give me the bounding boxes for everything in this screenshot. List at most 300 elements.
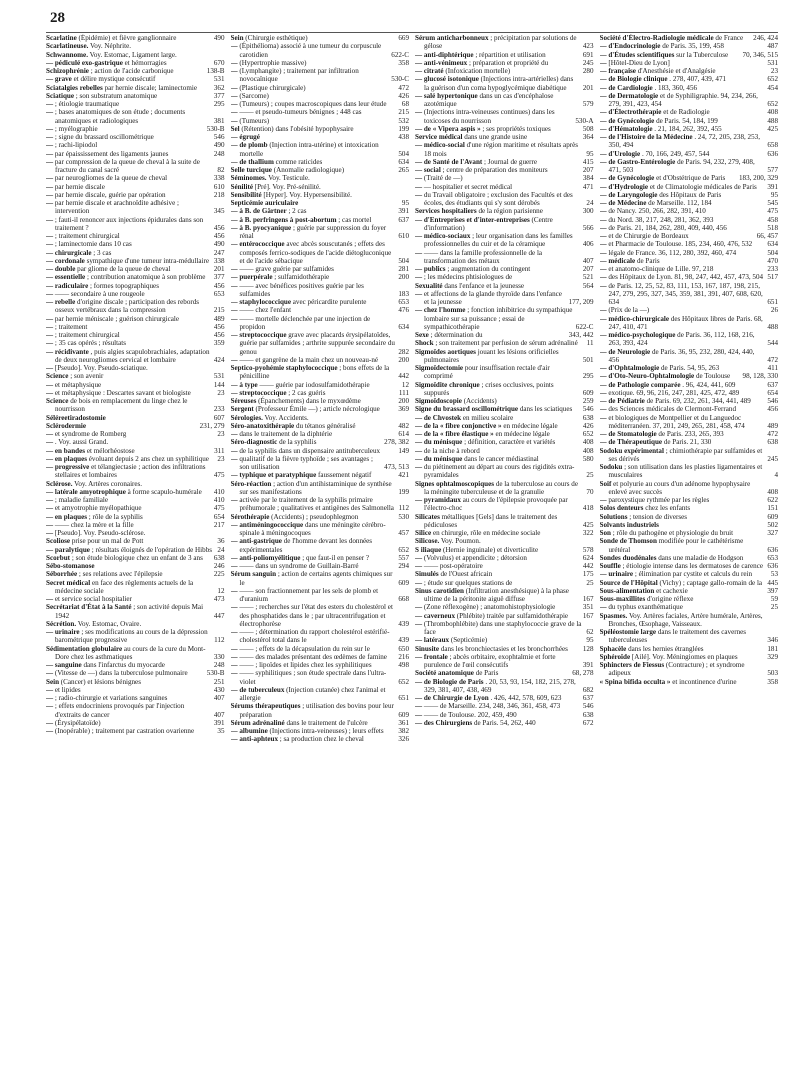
entry-headword: Sodoku <box>599 463 623 471</box>
index-entry <box>46 455 225 463</box>
entry-headword: — entérococcique <box>230 240 285 249</box>
entry-text <box>415 422 580 430</box>
entry-page-ref: 456 <box>213 223 225 232</box>
index-entry <box>600 348 779 365</box>
entry-description: ; crises occlusives, points suppurés <box>424 380 554 397</box>
entry-page-ref: 23 <box>217 388 225 397</box>
entry-page-ref: 609 <box>582 388 594 397</box>
entry-description: en médecine légale <box>495 430 550 438</box>
entry-headword: — typhique et paratyphique <box>230 471 317 480</box>
entry-text <box>46 315 211 323</box>
entry-text <box>415 554 580 562</box>
entry-text <box>46 59 211 67</box>
index-entry <box>231 727 410 735</box>
index-entry <box>231 298 410 306</box>
entry-description: (Prix de la —) <box>608 306 650 315</box>
entry-description: de Paris <box>475 669 499 678</box>
entry-headword: — essentielle <box>46 273 86 282</box>
entry-text <box>46 438 222 446</box>
entry-description: prise pour un mal de Pott <box>71 537 144 546</box>
entry-headword: Sérums thérapeutiques <box>230 702 301 711</box>
entry-headword: — de Chvostek <box>415 413 462 422</box>
entry-page-ref: 653 <box>213 289 225 298</box>
entry-text <box>46 240 211 248</box>
index-entry <box>415 669 594 677</box>
index-entry <box>600 108 779 116</box>
entry-headword: Solvants industriels <box>599 520 659 529</box>
entry-text <box>415 529 580 537</box>
entry-description: avec péricardite purulente <box>292 298 367 306</box>
entry-page-ref: 457 <box>398 529 409 537</box>
entry-page-ref: 503 <box>767 669 778 678</box>
entry-text <box>231 191 407 199</box>
entry-page-ref: 4 <box>774 471 778 480</box>
entry-headword: Séro-diagnostic <box>230 438 278 447</box>
entry-page-ref: 652 <box>582 430 594 438</box>
entry-text <box>415 587 580 604</box>
entry-headword: Séminomes. <box>230 174 267 183</box>
index-entry <box>46 702 225 719</box>
entry-description: d'origine discale ; participation des rebords osseux vertébraux dans la compression <box>55 298 200 315</box>
entry-text <box>600 529 765 537</box>
entry-headword: Silicates <box>415 512 440 521</box>
entry-description: (Injections intra-veineuses) ; leurs effets <box>269 727 384 735</box>
entry-text <box>415 232 580 249</box>
entry-headword: — <box>46 314 54 323</box>
entry-page-ref: 653 <box>398 298 409 306</box>
index-entry <box>415 331 594 339</box>
entry-text <box>600 653 765 661</box>
entry-headword: Souffle <box>599 562 621 570</box>
entry-text <box>415 546 580 554</box>
entry-text <box>600 117 765 125</box>
index-entry <box>415 141 594 158</box>
entry-text <box>46 537 214 545</box>
index-entry <box>600 496 779 504</box>
entry-description: de la niche à rebord <box>423 446 480 455</box>
index-entry <box>600 645 779 653</box>
entry-description: —— des malades présentant des œdèmes de famine <box>239 652 387 661</box>
entry-text <box>600 265 765 273</box>
entry-headword: « Spina bifida occulta » <box>599 677 671 686</box>
entry-description: (Cancer) et lésions bénignes <box>60 677 141 686</box>
entry-text <box>600 59 765 67</box>
entry-description: et télangiectasie ; action des infiltrations stellaires et lombaires <box>55 463 206 480</box>
entry-description: de Nancy. 250, 266, 282, 391, 410 <box>608 207 706 216</box>
index-entry <box>415 537 594 545</box>
entry-page-ref: 359 <box>213 339 225 348</box>
entry-page-ref: 487 <box>767 42 778 51</box>
index-entry <box>600 430 779 438</box>
entry-description: (Sarcome) <box>239 91 269 100</box>
entry-text <box>415 339 584 347</box>
entry-text <box>415 282 580 290</box>
entry-text <box>46 678 211 686</box>
entry-text <box>600 191 768 199</box>
entry-headword: — <box>46 438 54 447</box>
entry-text <box>415 348 580 365</box>
entry-description: de Marseille. 112, 184 <box>648 199 712 207</box>
entry-description: (Contracture) ; et syndrome adipeux <box>608 661 745 678</box>
index-entry <box>46 628 225 645</box>
entry-description: du Nord. 38, 217, 248, 281, 362, 393 <box>608 215 714 224</box>
entry-headword: Sigmoïdoscopie <box>415 397 462 405</box>
entry-page-ref: 622-C <box>575 322 594 331</box>
entry-text <box>600 125 765 133</box>
entry-text <box>231 125 396 133</box>
entry-text <box>231 628 396 645</box>
index-entry <box>231 397 410 405</box>
entry-page-ref: 95 <box>770 190 778 199</box>
entry-text <box>46 727 214 735</box>
index-entry <box>46 513 225 521</box>
entry-headword: — de « Vipera aspis » <box>415 124 481 133</box>
entry-page-ref: 343, 442 <box>568 331 594 339</box>
entry-page-ref: 672 <box>582 718 594 727</box>
entry-headword: — chirurgicale <box>46 248 92 257</box>
entry-text <box>600 67 768 75</box>
entry-headword: Sénilité <box>230 182 253 191</box>
entry-description: par épaississement des ligaments jaunes <box>54 149 169 158</box>
entry-description: ; effets endocriniens provoqués par l'injection d'extraits de cancer <box>54 702 185 719</box>
entry-headword: — <box>46 108 54 117</box>
entry-headword: Sodoku expérimental <box>599 446 664 455</box>
entry-headword: — <box>599 240 607 249</box>
index-entry <box>600 158 779 175</box>
index-entry <box>415 108 594 125</box>
entry-description: de l'Ouest africain <box>440 570 493 579</box>
entry-description: (Thrombophlébite) dans une staphylococcie grave de la face <box>423 619 582 636</box>
entry-description: ; centre de préparation des moniteurs <box>442 166 548 174</box>
entry-description: —— ; détermination du rapport cholestérol estérifié-cholestérol total dans le <box>239 628 390 645</box>
entry-text <box>231 661 396 669</box>
entry-headword: Société anatomique <box>415 669 474 678</box>
index-entry <box>231 480 410 497</box>
entry-text <box>415 125 580 133</box>
entry-page-ref: 24 <box>217 545 225 554</box>
entry-headword: — d'Hydrologie <box>599 182 649 191</box>
entry-text <box>231 298 396 306</box>
entry-text <box>231 141 396 158</box>
entry-text <box>46 694 211 702</box>
entry-text <box>415 463 583 480</box>
entry-page-ref: 447 <box>213 611 225 620</box>
entry-description: et de Chirurgie de Bordeaux <box>608 232 689 240</box>
index-entry <box>231 513 410 521</box>
entry-text <box>600 34 751 42</box>
index-entry <box>46 414 225 422</box>
entry-headword: — <box>230 265 238 273</box>
entry-page-ref: 282 <box>398 347 409 356</box>
index-entry <box>415 612 594 620</box>
entry-headword: — <box>46 182 54 191</box>
entry-headword: — <box>230 83 238 92</box>
entry-description: (Injections intra-veineuses continues) dans les toxicoses du nourrisson <box>423 108 555 125</box>
entry-page-ref: 489 <box>213 314 225 323</box>
entry-description: ; fonction inhibitrice du sympathique lombaire sur sa puissance ; essai de sympathicothérapie <box>424 306 573 331</box>
entry-headword: Septico-pyohémie staphylococcique <box>230 364 338 372</box>
entry-description: et hémorragies <box>124 58 167 67</box>
entry-page-ref: 362 <box>213 83 225 92</box>
entry-text <box>46 92 211 100</box>
entry-headword: — <box>46 289 54 298</box>
entry-text <box>231 537 396 554</box>
entry-description: Voy. Estomac, Ovaire. <box>77 619 142 628</box>
entry-description: à forme scapulo-humérale <box>127 487 202 496</box>
entry-page-ref: 408 <box>767 108 778 117</box>
entry-description: ; contribution anatomique à son problème <box>86 273 206 282</box>
entry-headword: — <box>230 430 238 438</box>
entry-text <box>231 42 389 59</box>
index-entry <box>415 455 594 463</box>
entry-headword: — <box>599 248 607 257</box>
entry-headword: Sinusite <box>415 644 440 653</box>
entry-text <box>46 546 214 554</box>
entry-text <box>231 331 396 356</box>
index-entry <box>600 75 779 83</box>
entry-page-ref: 361 <box>398 718 409 727</box>
entry-description: [Pseudo]. Voy. Pseudo-sclérose. <box>54 529 146 537</box>
index-entry <box>231 240 410 265</box>
entry-headword: — <box>599 215 607 224</box>
entry-description: . Voy. aussi Grand. <box>54 438 109 447</box>
index-entry <box>46 240 225 248</box>
index-entry <box>46 282 225 290</box>
entry-description: , puis algies scapulobrachiales, adaptation de deux neurogliomes cervical et lombaire <box>55 347 210 364</box>
entry-page-ref: 391 <box>398 207 409 216</box>
entry-description: [Pré]. Voy. Pré-sénilité. <box>254 182 321 191</box>
entry-page-ref: 504 <box>767 248 778 257</box>
entry-text <box>231 554 396 562</box>
index-entry <box>600 587 779 595</box>
entry-text <box>46 51 222 59</box>
entry-headword: — <box>599 388 607 397</box>
entry-description: —— ; recherches sur l'état des esters du cholestérol et des phosphatides dans le ; par ultracentrifugation et électrophorèse <box>239 603 393 628</box>
entry-description: ; rôle du pathogène et physiologie du bruit <box>612 529 734 537</box>
entry-page-ref: 490 <box>213 141 225 150</box>
entry-page-ref: 311 <box>214 446 225 455</box>
entry-headword: — de tuberculeux <box>230 685 285 694</box>
entry-text <box>46 397 211 414</box>
entry-description: Voy. Artères faciales, Artère humérale, Artères, Bronches, Œsophage, Vaisseaux. <box>608 611 763 628</box>
entry-headword: Sexualité <box>415 281 443 290</box>
entry-text <box>600 133 765 150</box>
entry-headword: — rebelle <box>46 298 76 306</box>
entry-text <box>600 364 765 372</box>
entry-headword: Service médical <box>415 133 463 141</box>
entry-text <box>231 455 382 472</box>
entry-page-ref: 504 <box>398 256 409 265</box>
entry-headword: — <box>415 446 423 455</box>
entry-headword: — de Neurologie <box>599 347 651 356</box>
entry-page-ref: 442 <box>582 562 594 570</box>
entry-headword: — paralytique <box>46 545 90 554</box>
entry-text <box>231 59 396 67</box>
entry-headword: — d'Oto-Neuro-Ophtalmologie <box>599 372 695 381</box>
index-entry <box>415 92 594 109</box>
index-entry <box>415 339 594 347</box>
entry-page-ref: 68, 278 <box>572 669 594 678</box>
entry-headword: — <box>415 463 423 471</box>
entry-page-ref: 95 <box>401 199 409 207</box>
entry-headword: — <box>46 141 54 150</box>
entry-text <box>415 67 580 75</box>
entry-headword: — à type <box>230 380 258 389</box>
index-column-3 <box>415 34 594 1074</box>
index-entry <box>46 199 225 216</box>
entry-headword: Sécrétion. <box>46 619 77 628</box>
entry-text <box>46 125 204 133</box>
entry-text <box>600 438 765 446</box>
index-entry <box>600 232 779 240</box>
entry-headword: — de Santé de l'Avant <box>415 157 483 166</box>
index-entry <box>600 389 779 397</box>
entry-description: ; utilisation des bovins pour leur préparation <box>239 702 394 719</box>
entry-description: —— guérie par iodosulfamidothérapie <box>259 380 370 389</box>
entry-headword: — latérale amyotrophique <box>46 487 126 496</box>
entry-description: de Paris. 21, 184, 262, 280, 409, 440, 456 <box>608 223 727 232</box>
entry-headword: — d'Électrothérapie <box>599 108 662 117</box>
entry-description: ; détermination du <box>430 331 483 339</box>
entry-text <box>46 331 211 339</box>
entry-headword: — publics <box>415 265 446 273</box>
entry-headword: Soif <box>599 479 612 488</box>
index-entry <box>231 59 410 67</box>
entry-description: de Paris. 12, 25, 52, 83, 111, 153, 167, 187, 198, 215, 247, 279, 295, 327, 345, 359, 381, 391, 407, 608, 620, 634 <box>608 281 763 306</box>
entry-headword: — <box>46 669 54 678</box>
entry-page-ref: 23 <box>217 430 225 438</box>
index-entry <box>415 463 594 480</box>
entry-description: par hernie discale et arachnoïdite adhésive ; intervention <box>54 199 179 216</box>
entry-headword: — en bandes <box>46 446 86 455</box>
entry-description: —— ; lipoïdes et lipides chez les syphilitiques <box>239 661 372 669</box>
entry-headword: — <box>415 702 423 711</box>
entry-page-ref: 111 <box>398 388 409 397</box>
entry-description: et Pharmacie de Toulouse. 185, 234, 460, 476, 532 <box>608 240 753 249</box>
index-entry <box>46 42 225 50</box>
index-entry <box>231 661 410 669</box>
entry-text <box>415 719 580 727</box>
entry-description: —— post-opératoire <box>423 562 483 570</box>
index-entry <box>600 570 779 578</box>
entry-text <box>46 521 211 529</box>
entry-page-ref: 473, 513 <box>384 463 409 471</box>
index-entry <box>415 282 594 290</box>
entry-headword: Selle turcique <box>230 166 272 174</box>
entry-description: dans l'infarctus du myocarde <box>83 661 165 669</box>
entry-page-ref: 381 <box>213 116 225 125</box>
entry-description: — hospitalier et secret médical <box>423 182 513 191</box>
index-entry <box>600 381 779 389</box>
entry-page-ref: 471 <box>582 182 594 191</box>
index-entry <box>46 290 225 298</box>
entry-description: de Paris. 35, 199, 458 <box>662 42 724 51</box>
entry-headword: — <box>599 413 607 422</box>
entry-page-ref: 295 <box>213 100 225 108</box>
entry-text <box>415 166 580 174</box>
entry-text <box>231 183 407 191</box>
entry-description: du typhus exanthématique <box>608 603 683 612</box>
index-entry <box>231 42 410 59</box>
entry-text <box>600 273 765 281</box>
entry-description: et incontinence d'urine <box>672 677 737 686</box>
index-entry <box>46 364 225 372</box>
entry-text <box>415 480 583 497</box>
index-entry <box>46 339 225 347</box>
index-entry <box>600 183 779 191</box>
entry-headword: Sclérose. <box>46 479 73 488</box>
index-entry <box>231 356 410 364</box>
entry-page-ref: 369 <box>398 405 409 414</box>
entry-description: sur la Tuberculose <box>676 50 729 59</box>
entry-page-ref: 530-B <box>206 669 225 678</box>
entry-text <box>415 397 580 405</box>
entry-page-ref: 112 <box>214 636 225 645</box>
entry-headword: Sphacèle <box>599 644 627 653</box>
entry-description: avec abcès souscutanés ; effets des composés ferrico-sodiques de l'acide diétogluconique et de l'acide sébacique <box>239 240 392 265</box>
entry-page-ref: 636 <box>767 545 778 554</box>
entry-headword: — <box>46 694 54 702</box>
entry-headword: Séro-anatoxithérapie <box>230 421 295 430</box>
entry-page-ref: 652 <box>398 677 409 686</box>
entry-page-ref: 438 <box>398 133 409 141</box>
entry-description: ; 35 cas opérés ; résultats <box>54 339 126 348</box>
entry-description: et syndrome de Romberg <box>54 430 127 438</box>
index-entry <box>46 84 225 92</box>
index-entry <box>231 265 410 273</box>
entry-page-ref: 652 <box>398 545 409 554</box>
entry-description: Voy. Testicule. <box>268 174 310 183</box>
entry-page-ref: 62 <box>586 628 594 636</box>
entry-headword: Son <box>599 529 611 537</box>
entry-description: —— secondaire à une rougeole <box>54 289 145 298</box>
entry-page-ref: 614 <box>398 430 409 438</box>
entry-text <box>46 34 211 42</box>
entry-page-ref: 300 <box>582 207 594 216</box>
entry-headword: — <box>46 364 54 372</box>
entry-text <box>231 273 396 281</box>
entry-description: de Toulouse <box>695 372 731 381</box>
entry-description: et d'Obstétrique de Paris <box>656 174 726 183</box>
index-entry <box>600 579 779 587</box>
index-entry <box>600 331 779 348</box>
entry-text <box>46 216 211 233</box>
entry-headword: Sérothérapie <box>230 512 270 521</box>
index-entry <box>415 348 594 365</box>
entry-description: ; que faut-il en penser ? <box>302 553 370 562</box>
entry-text <box>600 183 765 191</box>
index-entry <box>231 273 410 281</box>
entry-page-ref: 326 <box>398 735 409 744</box>
entry-page-ref: 470 <box>767 256 778 265</box>
entry-headword: — <box>230 652 238 661</box>
entry-text <box>231 84 396 92</box>
entry-page-ref: 11 <box>586 339 594 348</box>
entry-page-ref: 391 <box>582 661 594 669</box>
entry-description: Voy. Estomac, Ligament large. <box>89 50 177 59</box>
entry-headword: — <box>415 553 423 562</box>
entry-headword: Sérum sanguin <box>230 570 277 579</box>
entry-text <box>415 290 566 307</box>
entry-headword: — d'Hématologie <box>599 124 653 133</box>
index-entry <box>231 570 410 587</box>
entry-text <box>46 570 211 578</box>
entry-page-ref: 624 <box>582 553 594 562</box>
index-entry <box>415 397 594 405</box>
entry-headword: — médico-social <box>415 141 465 150</box>
index-entry <box>415 529 594 537</box>
entry-text <box>46 430 214 438</box>
